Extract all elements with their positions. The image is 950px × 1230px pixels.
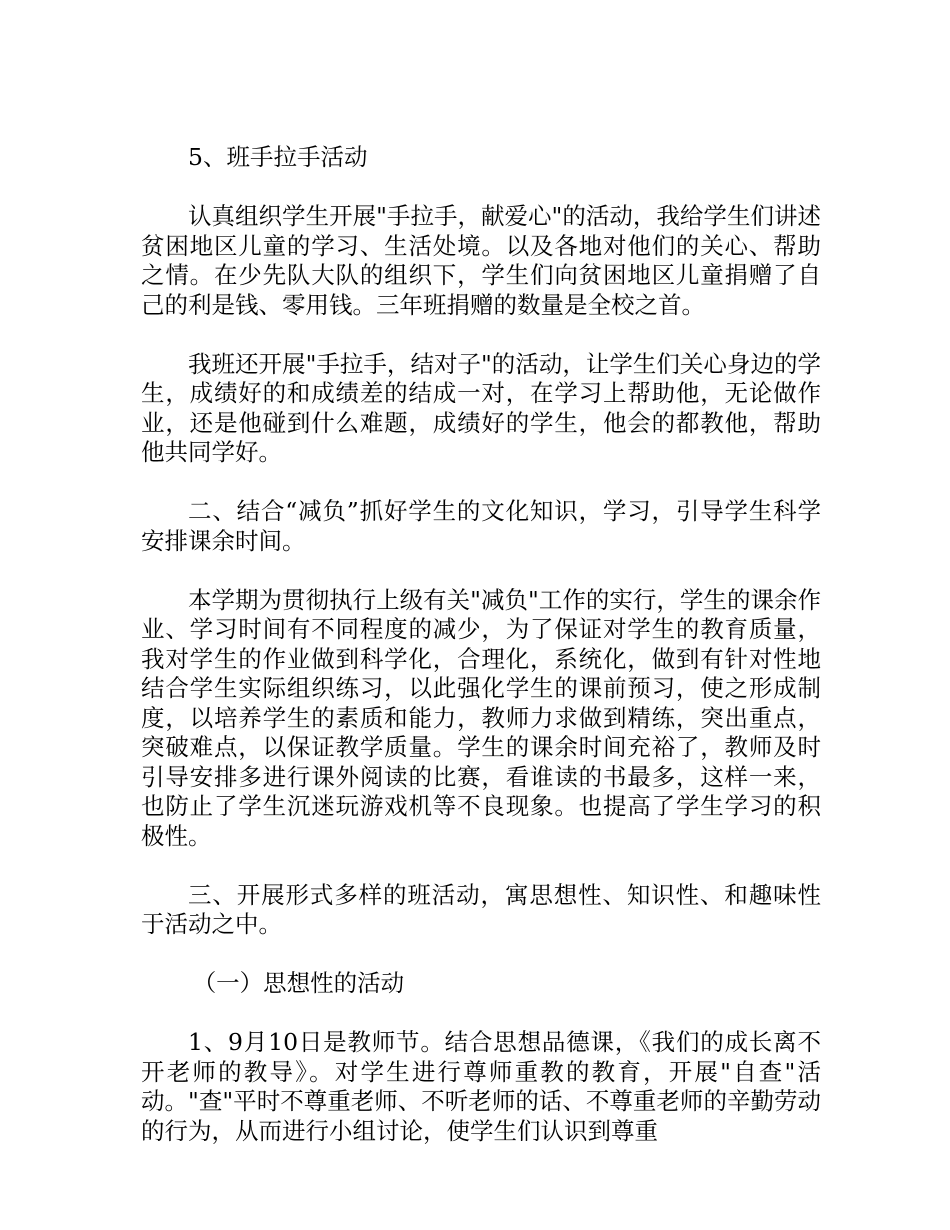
section-heading-class-activity: 5、班手拉手活动 xyxy=(188,143,368,171)
paragraph-pairing-activity: 我班还开展"手拉手，结对子"的活动，让学生们关心身边的学生，成绩好的和成绩差的结成一对，在学习上帮助他，无论做作业，还是他碰到什么难题，成绩好的学生，他会的都教他，帮助他共同学好。 xyxy=(141,349,821,466)
document-body xyxy=(141,143,821,1176)
paragraph-hand-in-hand-donation: 认真组织学生开展"手拉手，献爱心"的活动，我给学生们讲述贫困地区儿童的学习、生活处境。以及各地对他们的关心、帮助之情。在少先队大队的组织下，学生们向贫困地区儿童捐赠了自己的利是钱、零用钱。三年班捐赠的数量是全校之首。 xyxy=(141,202,821,319)
subsection-heading-ideological: （一）思想性的活动 xyxy=(192,969,405,997)
paragraph-burden-reduction: 本学期为贯彻执行上级有关"减负"工作的实行，学生的课余作业、学习时间有不同程度的减少，为了保证对学生的教育质量，我对学生的作业做到科学化，合理化，系统化，做到有针对性地结合学生实际组织练习，以此强化学生的课前预习，使之形成制度，以培养学生的素质和能力，教师力求做到精练，突出重点，突破难点，以保证教学质量。学生的课余时间充裕了，教师及时引导安排多进行课外阅读的比赛，看谁读的书最多，这样一来，也防止了学生沉迷玩游戏机等不良现象。也提高了学生学习的积极性。 xyxy=(141,585,821,850)
paragraph-teachers-day: 1、9月10日是教师节。结合思想品德课，《我们的成长离不开老师的教导》。对学生进行尊师重教的教育，开展"自查"活动。"查"平时不尊重老师、不听老师的话、不尊重老师的辛勤劳动的行为，从而进行小组讨论，使学生们认识到尊重 xyxy=(141,1028,821,1145)
section-heading-burden-reduction: 二、结合“减负”抓好学生的文化知识，学习，引导学生科学安排课余时间。 xyxy=(141,497,821,555)
section-heading-class-activities: 三、开展形式多样的班活动，寓思想性、知识性、和趣味性于活动之中。 xyxy=(141,880,821,938)
